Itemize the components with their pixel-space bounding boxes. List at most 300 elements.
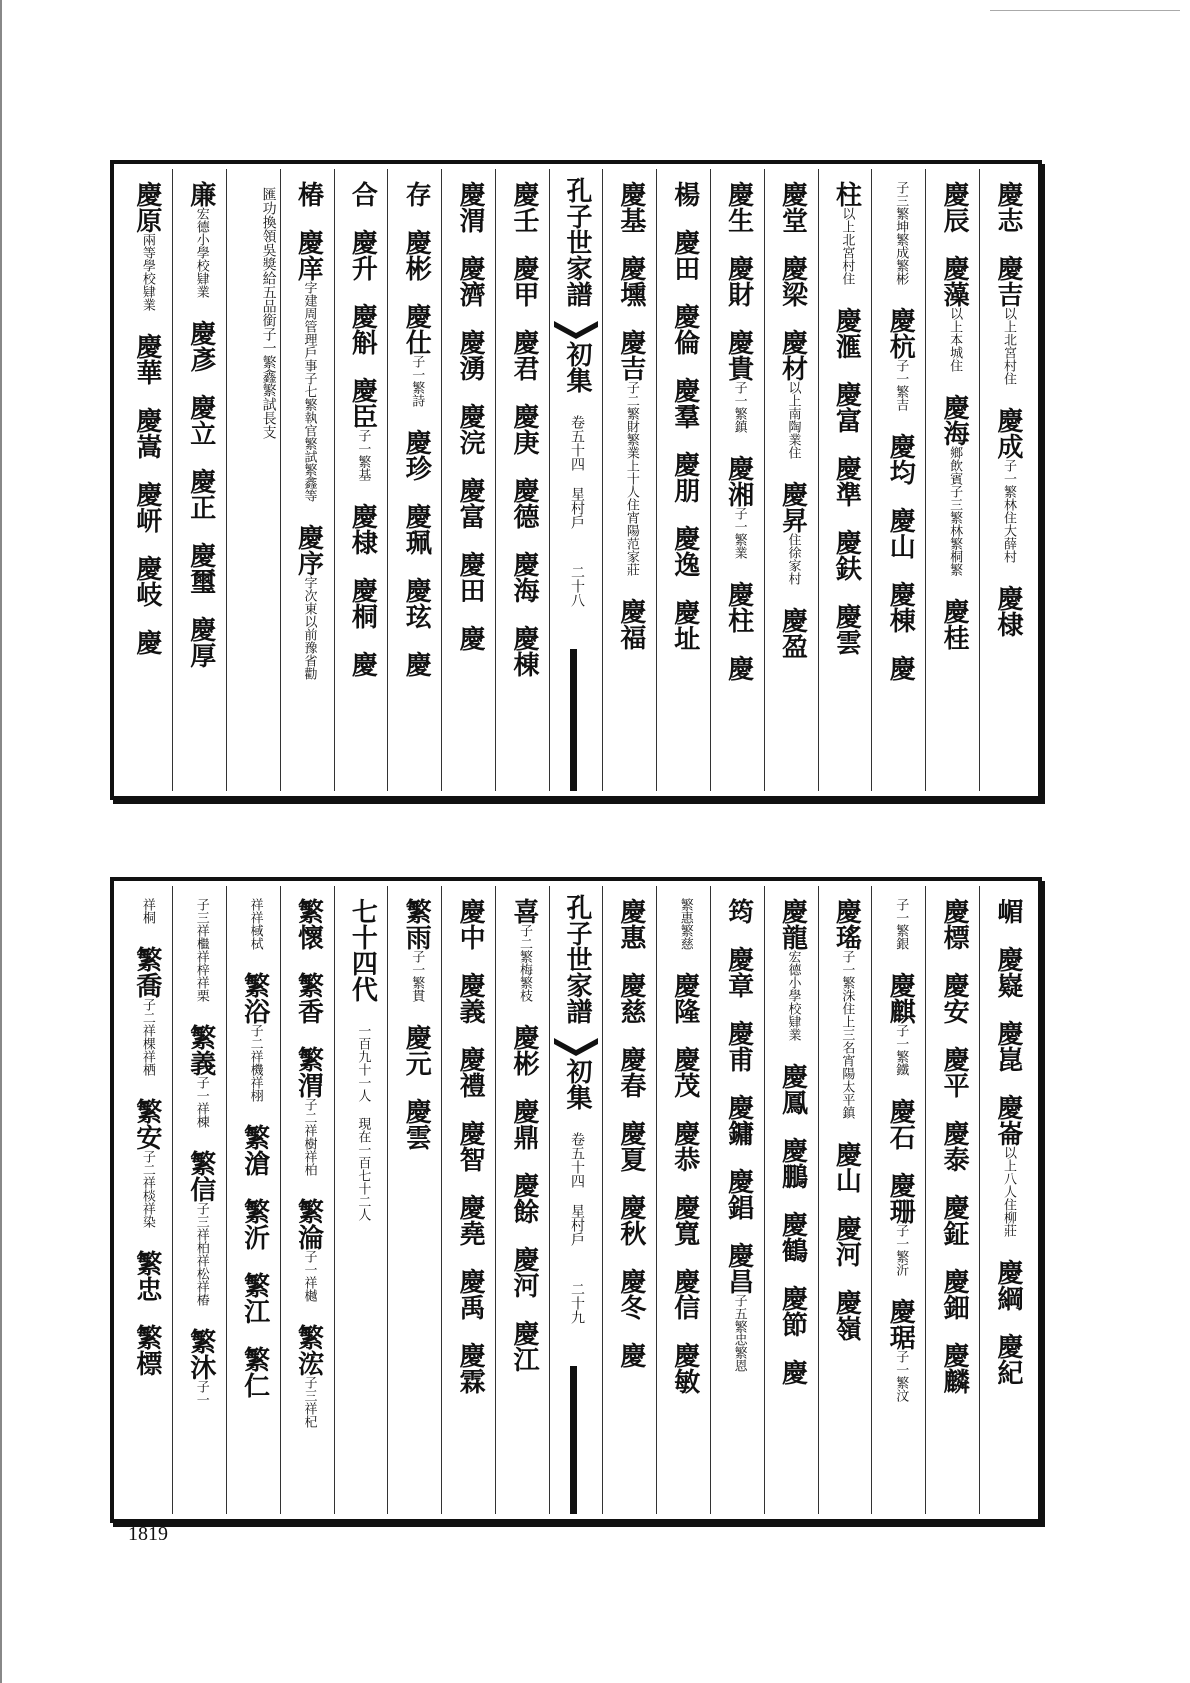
name-entry	[186, 181, 216, 298]
person-name: 慶瑤	[831, 898, 862, 950]
person-name: 慶原	[131, 181, 162, 233]
genealogy-column	[495, 886, 549, 1514]
bottom-page-panel	[110, 877, 1042, 1523]
genealogy-column	[387, 169, 441, 791]
name-entry	[401, 429, 431, 481]
person-name: 慶吉	[615, 329, 646, 381]
name-entry	[455, 1046, 485, 1098]
person-name: 慶桂	[939, 598, 970, 650]
person-name: 慶標	[939, 898, 970, 950]
genealogy-column	[226, 886, 280, 1514]
name-entry	[455, 1194, 485, 1246]
name-entry	[186, 394, 216, 446]
name-entry	[670, 1194, 700, 1246]
name-entry	[240, 1198, 270, 1250]
genealogy-column	[119, 169, 172, 791]
name-entry	[939, 1120, 969, 1172]
center-fold-column	[549, 886, 602, 1514]
name-entry	[670, 1342, 700, 1394]
genealogy-column	[495, 169, 549, 791]
person-name: 繁雨	[401, 898, 432, 950]
annotation: 住徐家村	[785, 533, 801, 585]
annotation: 祥祥棫栻	[247, 898, 263, 950]
name-entry	[347, 181, 377, 207]
name-entry	[347, 651, 377, 677]
person-name: 繁沂	[239, 1198, 270, 1250]
annotation: 子五繁忠繁恩	[731, 1294, 747, 1372]
person-name: 慶昌	[723, 1242, 754, 1294]
name-entry	[347, 503, 377, 555]
person-name: 慶福	[615, 598, 646, 650]
person-name: 慶珊	[885, 1172, 916, 1224]
annotation: 子三祥檵祥梓祥栗	[193, 898, 209, 1002]
name-entry	[993, 255, 1023, 385]
person-name: 慶	[455, 625, 486, 651]
person-name: 慶敏	[669, 1342, 700, 1394]
name-entry	[132, 946, 162, 1076]
person-name: 筠	[723, 898, 754, 924]
genealogy-column	[387, 886, 441, 1514]
name-entry	[455, 403, 485, 455]
name-entry	[616, 598, 646, 650]
person-name: 慶鏞	[723, 1094, 754, 1146]
name-entry	[831, 455, 861, 507]
name-entry	[724, 255, 754, 307]
name-entry	[993, 181, 1023, 233]
person-name: 慶禹	[455, 1268, 486, 1320]
person-name: 慶信	[669, 1268, 700, 1320]
person-name: 慶盈	[777, 607, 808, 659]
name-entry	[670, 599, 700, 651]
name-entry	[455, 1268, 485, 1320]
name-entry	[724, 1020, 754, 1072]
person-name: 慶朋	[669, 451, 700, 503]
name-entry	[616, 898, 646, 950]
person-name: 七十四代	[347, 898, 378, 1002]
person-name: 慶辰	[939, 181, 970, 233]
person-name: 慶富	[455, 477, 486, 529]
person-name: 慶惠	[615, 898, 646, 950]
name-entry	[347, 229, 377, 281]
name-entry	[186, 1150, 216, 1306]
name-entry	[670, 1268, 700, 1320]
name-entry	[724, 1094, 754, 1146]
person-name: 繁義	[185, 1024, 216, 1076]
name-entry	[724, 655, 754, 681]
genealogy-column	[226, 169, 280, 791]
genealogy-column	[441, 886, 495, 1514]
annotation: 一百九十一人 現在一百七十二人	[355, 1024, 371, 1221]
name-entry	[509, 403, 539, 455]
fishtail-mark-icon	[554, 1038, 598, 1056]
name-entry	[778, 329, 808, 459]
annotation: 宏德小學校肄業	[193, 207, 209, 298]
genealogy-column	[441, 169, 495, 791]
name-entry	[616, 1046, 646, 1098]
name-entry	[186, 468, 216, 520]
name-entry	[939, 1268, 969, 1320]
name-entry	[670, 377, 700, 429]
genealogy-column	[710, 886, 764, 1514]
center-fold-column	[549, 169, 602, 791]
name-entry	[240, 1346, 270, 1398]
name-entry	[455, 625, 485, 651]
person-name: 慶嶷	[993, 946, 1023, 998]
name-entry	[724, 455, 754, 559]
name-entry	[509, 1098, 539, 1150]
annotation: 子二祥棪祥染	[139, 1150, 155, 1228]
person-name: 慶棟	[509, 625, 539, 677]
name-entry	[939, 972, 969, 1024]
name-entry	[455, 1342, 485, 1394]
annotation: 以上本城住	[947, 307, 963, 372]
annotation: 子一繁沂	[893, 1224, 909, 1276]
genealogy-column	[979, 169, 1033, 791]
name-entry	[401, 503, 431, 555]
annotation: 子二祥棵祥栖	[139, 998, 155, 1076]
person-name: 慶庠	[293, 229, 324, 281]
person-name: 慶富	[831, 381, 862, 433]
person-name: 慶茂	[669, 1046, 700, 1098]
name-entry	[939, 1046, 969, 1098]
person-name: 慶羣	[669, 377, 700, 429]
name-entry	[509, 551, 539, 603]
name-entry	[509, 255, 539, 307]
person-name: 慶梁	[777, 255, 808, 307]
genealogy-column	[818, 886, 872, 1514]
name-entry	[670, 1046, 700, 1098]
name-entry	[939, 1194, 969, 1246]
name-entry	[294, 1198, 324, 1302]
name-entry	[778, 1211, 808, 1263]
name-entry	[509, 1246, 539, 1298]
annotation: 子一繁吉	[893, 359, 909, 411]
name-entry	[616, 181, 646, 233]
genealogy-column	[172, 169, 226, 791]
name-entry	[993, 1094, 1023, 1237]
name-entry	[294, 898, 324, 950]
name-entry	[939, 181, 969, 233]
name-entry	[294, 524, 324, 680]
name-entry	[885, 581, 915, 633]
name-entry	[347, 377, 377, 481]
name-entry	[186, 542, 216, 594]
top-page-columns	[119, 169, 1033, 791]
name-entry	[885, 898, 915, 950]
person-name: 慶甲	[509, 255, 539, 307]
name-entry	[616, 1120, 646, 1172]
person-name: 慶慈	[615, 972, 646, 1024]
name-entry	[831, 307, 861, 359]
name-entry	[186, 1024, 216, 1128]
person-name: 慶春	[615, 1046, 646, 1098]
genealogy-column	[764, 169, 818, 791]
name-entry	[132, 407, 162, 459]
annotation: 兩等學校肄業	[139, 233, 155, 311]
person-name: 慶霖	[455, 1342, 486, 1394]
person-name: 慶璽	[185, 542, 216, 594]
person-name: 慶秋	[615, 1194, 646, 1246]
person-name: 慶嵩	[131, 407, 162, 459]
annotation: 子一繁林住大薛村	[1001, 459, 1016, 563]
person-name: 繁浴	[239, 972, 270, 1024]
name-entry	[939, 898, 969, 950]
name-entry	[347, 1024, 377, 1221]
person-name: 慶正	[185, 468, 216, 520]
name-entry	[724, 1242, 754, 1372]
person-name: 慶田	[669, 229, 700, 281]
column-note: 匯功換領吳獎給五品銜子一繁鑫繁試長支	[260, 187, 277, 439]
person-name: 慶雲	[401, 1098, 432, 1150]
name-entry	[509, 898, 539, 1002]
person-name: 慶節	[777, 1285, 808, 1337]
person-name: 慶浣	[455, 403, 486, 455]
name-entry	[616, 1268, 646, 1320]
person-name: 慶冬	[615, 1268, 646, 1320]
person-name: 慶岐	[131, 555, 162, 607]
person-name: 慶	[615, 1342, 646, 1368]
person-name: 慶鶴	[777, 1211, 808, 1263]
name-entry	[132, 181, 162, 311]
name-entry	[294, 1324, 324, 1428]
person-name: 慶志	[993, 181, 1023, 233]
name-entry	[885, 655, 915, 681]
person-name: 慶寬	[669, 1194, 700, 1246]
person-name: 慶壎	[615, 255, 646, 307]
genealogy-column	[119, 886, 172, 1514]
person-name: 慶智	[455, 1120, 486, 1172]
person-name: 喜	[509, 898, 539, 924]
person-name: 繁安	[131, 1098, 162, 1150]
collection-title: 初集	[562, 341, 592, 393]
person-name: 慶均	[885, 433, 916, 485]
person-name: 慶仕	[401, 303, 432, 355]
annotation: 子一祥樾	[301, 1250, 317, 1302]
person-name: 慶夏	[615, 1120, 646, 1172]
name-entry	[509, 181, 539, 233]
person-name: 慶華	[131, 333, 162, 385]
name-entry	[993, 1020, 1023, 1072]
person-name: 慶麒	[885, 972, 916, 1024]
name-entry	[778, 481, 808, 585]
name-entry	[509, 1024, 539, 1076]
name-entry	[670, 229, 700, 281]
genealogy-column	[334, 169, 388, 791]
person-name: 慶崑	[993, 1020, 1023, 1072]
person-name: 慶庚	[509, 403, 539, 455]
annotation: 子一繁洙住上三名宵陽太平鎮	[839, 950, 855, 1119]
name-entry	[347, 898, 377, 1002]
annotation: 以上北宮村住	[839, 207, 855, 285]
name-entry	[455, 181, 485, 233]
genealogy-column	[925, 886, 979, 1514]
annotation: 以上八人住柳莊	[1001, 1146, 1016, 1237]
person-name: 慶湘	[723, 455, 754, 507]
name-entry	[509, 329, 539, 381]
person-name: 慶錩	[723, 1168, 754, 1220]
name-entry	[616, 1342, 646, 1368]
name-entry	[670, 181, 700, 207]
annotation: 子二祥機祥栩	[247, 1024, 263, 1102]
person-name: 慶安	[939, 972, 970, 1024]
name-entry	[939, 1342, 969, 1394]
annotation: 繁惠繁慈	[677, 898, 693, 950]
person-name: 慶升	[347, 229, 378, 281]
person-name: 繁香	[293, 972, 324, 1024]
person-name: 慶棟	[885, 581, 916, 633]
person-name: 慶紀	[993, 1333, 1023, 1385]
person-name: 慶鳳	[777, 1063, 808, 1115]
name-entry	[724, 1168, 754, 1220]
name-entry	[186, 898, 216, 1002]
person-name: 慶章	[723, 946, 754, 998]
name-entry	[993, 898, 1023, 924]
genealogy-column	[334, 886, 388, 1514]
name-entry	[294, 1046, 324, 1176]
person-name: 慶甫	[723, 1020, 754, 1072]
person-name: 慶	[885, 655, 916, 681]
name-entry	[401, 229, 431, 281]
annotation: 子三祥杞	[301, 1376, 317, 1428]
name-entry	[616, 329, 646, 576]
name-entry	[831, 1141, 861, 1193]
person-name: 慶嶺	[831, 1289, 862, 1341]
person-name: 慶	[723, 655, 754, 681]
person-name: 慶湧	[455, 329, 486, 381]
leaf-number: 二十九	[569, 1282, 585, 1324]
person-name: 慶中	[455, 898, 486, 950]
volume-label: 卷五十四 星村戶	[569, 415, 585, 529]
person-name: 慶成	[993, 407, 1023, 459]
person-name: 慶臣	[347, 377, 378, 429]
person-name: 慶鉦	[939, 1194, 970, 1246]
genealogy-column	[871, 169, 925, 791]
person-name: 慶址	[669, 599, 700, 651]
name-entry	[778, 1137, 808, 1189]
annotation: 子一繁詩	[409, 355, 425, 407]
name-entry	[294, 972, 324, 1024]
name-entry	[509, 477, 539, 529]
name-entry	[831, 603, 861, 655]
name-entry	[401, 651, 431, 677]
annotation: 以上北宮村住	[1001, 307, 1016, 385]
name-entry	[724, 898, 754, 924]
name-entry	[616, 255, 646, 307]
person-name: 慶麟	[939, 1342, 970, 1394]
person-name: 慶序	[293, 524, 324, 576]
page-number: 1819	[128, 1523, 168, 1545]
bottom-page-columns	[119, 886, 1033, 1514]
name-entry	[885, 972, 915, 1076]
name-entry	[240, 898, 270, 950]
name-entry	[724, 581, 754, 633]
annotation: 字建周管理戶事子七繁執官繁試繁鑫等	[301, 281, 317, 502]
person-name: 慶	[777, 1359, 808, 1385]
person-name: 慶珮	[401, 503, 432, 555]
person-name: 慶河	[509, 1246, 539, 1298]
person-name: 繁淪	[293, 1198, 324, 1250]
person-name: 慶堯	[455, 1194, 486, 1246]
genealogy-column	[818, 169, 872, 791]
annotation: 宏德小學校肄業	[785, 950, 801, 1041]
genealogy-column	[280, 169, 334, 791]
person-name: 繁喬	[131, 946, 162, 998]
name-entry	[509, 1172, 539, 1224]
name-entry	[670, 451, 700, 503]
name-entry	[509, 1320, 539, 1372]
person-name: 慶彬	[509, 1024, 539, 1076]
annotation: 子三祥柏祥松祥椿	[193, 1202, 209, 1306]
person-name: 慶昇	[777, 481, 808, 533]
person-name: 慶鼎	[509, 1098, 539, 1150]
person-name: 嵋	[993, 898, 1023, 924]
name-entry	[885, 507, 915, 559]
name-entry	[939, 255, 969, 372]
name-entry	[778, 607, 808, 659]
person-name: 慶珍	[401, 429, 432, 481]
annotation: 子一祥棟	[193, 1076, 209, 1128]
leaf-number: 二十八	[569, 565, 585, 607]
person-name: 繁渭	[293, 1046, 324, 1098]
name-entry	[294, 181, 324, 207]
person-name: 存	[401, 181, 432, 207]
genealogy-column	[710, 169, 764, 791]
person-name: 慶泰	[939, 1120, 970, 1172]
person-name: 慶鵬	[777, 1137, 808, 1189]
person-name: 慶杭	[885, 307, 916, 359]
person-name: 慶	[131, 629, 162, 655]
annotation: 字次東以前豫省勸	[301, 576, 317, 680]
name-entry	[455, 898, 485, 950]
person-name: 慶渭	[455, 181, 486, 233]
person-name: 慶逸	[669, 525, 700, 577]
annotation: 子一	[193, 1380, 209, 1406]
person-name: 慶恭	[669, 1120, 700, 1172]
person-name: 慶綱	[993, 1259, 1023, 1311]
person-name: 慶元	[401, 1024, 432, 1076]
name-entry	[401, 1024, 431, 1076]
person-name: 慶河	[831, 1215, 862, 1267]
name-entry	[401, 181, 431, 207]
genealogy-column	[172, 886, 226, 1514]
name-entry	[778, 1359, 808, 1385]
person-name: 慶山	[885, 507, 916, 559]
name-entry	[401, 1098, 431, 1150]
person-name: 慶琚	[885, 1298, 916, 1350]
genealogy-column	[925, 169, 979, 791]
name-entry	[186, 320, 216, 372]
person-name: 慶彬	[401, 229, 432, 281]
genealogy-column	[871, 886, 925, 1514]
annotation: 子二祥樹祥柏	[301, 1098, 317, 1176]
name-entry	[778, 1285, 808, 1337]
name-entry	[455, 551, 485, 603]
person-name: 慶鈇	[831, 529, 862, 581]
person-name: 慶海	[939, 394, 970, 446]
name-entry	[724, 181, 754, 233]
person-name: 慶平	[939, 1046, 970, 1098]
name-entry	[670, 898, 700, 950]
name-entry	[724, 946, 754, 998]
name-entry	[670, 972, 700, 1024]
collection-title: 初集	[562, 1058, 592, 1110]
annotation: 以上南陶業住	[785, 381, 801, 459]
genealogy-column	[764, 886, 818, 1514]
person-name: 慶倫	[669, 303, 700, 355]
name-entry	[401, 303, 431, 407]
person-name: 慶桐	[347, 577, 378, 629]
name-entry	[347, 577, 377, 629]
